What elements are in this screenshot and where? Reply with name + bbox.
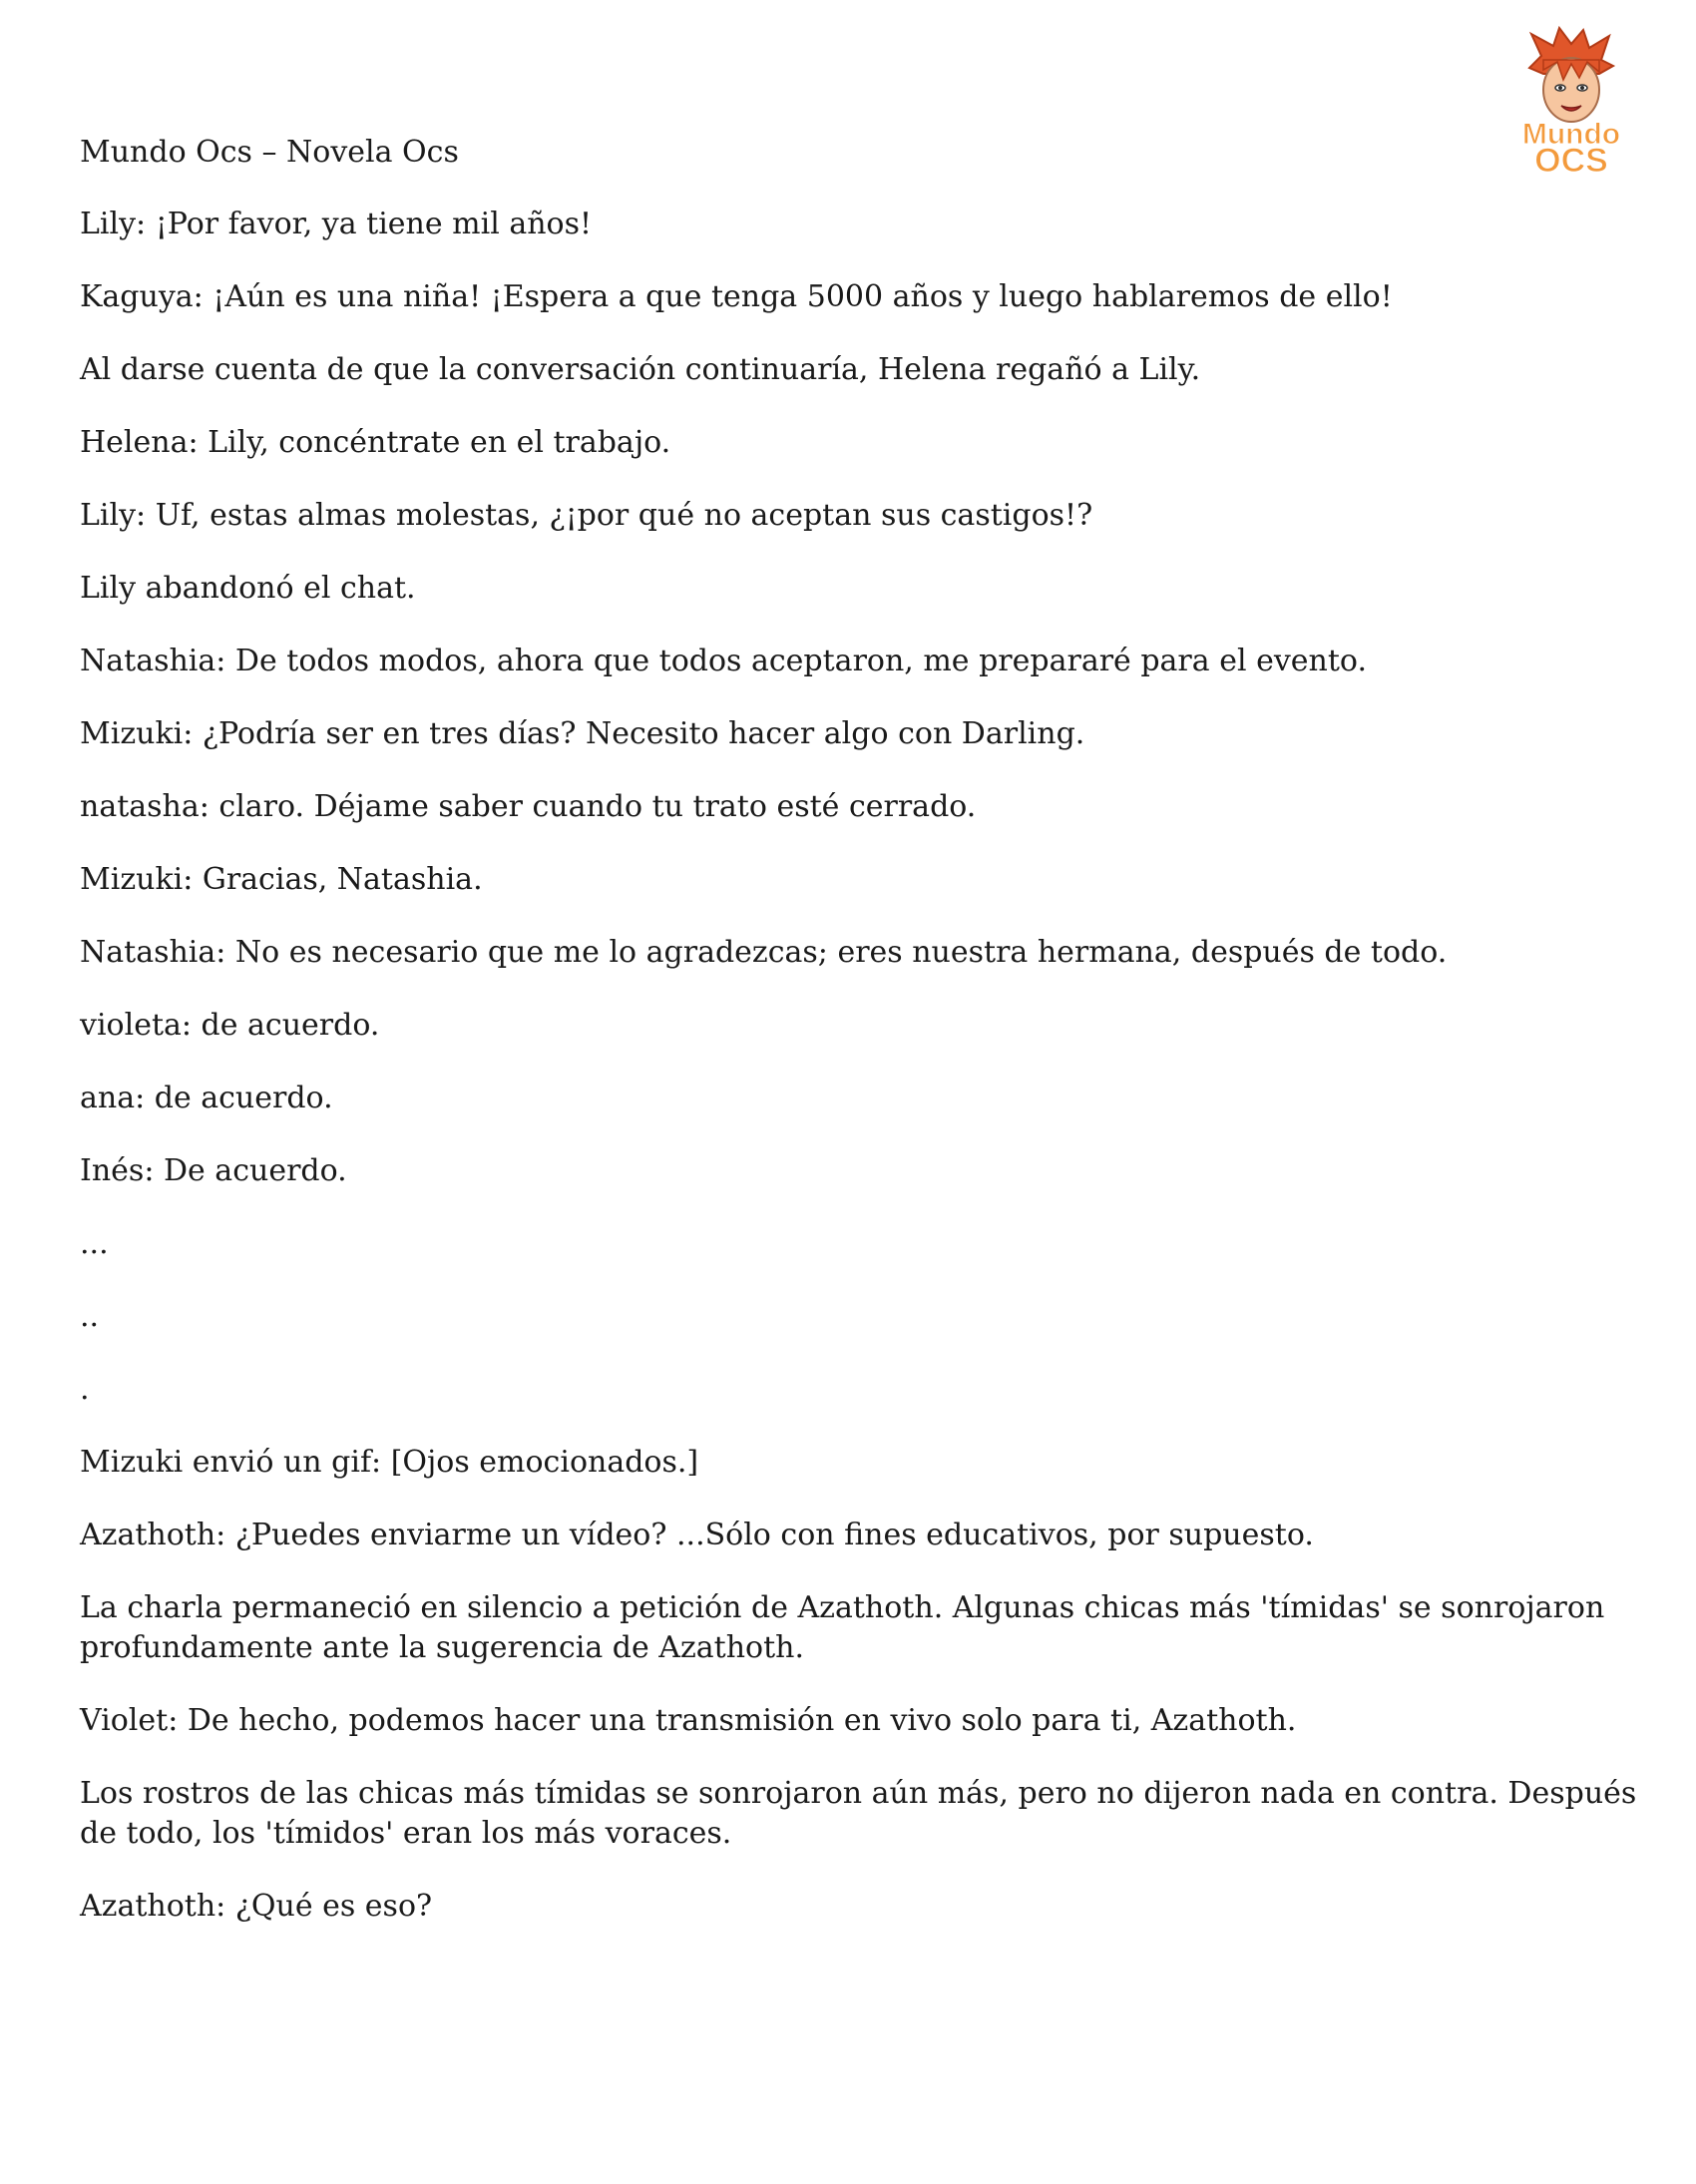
- paragraph: Kaguya: ¡Aún es una niña! ¡Espera a que tenga 5000 años y luego hablaremos de ello!: [80, 279, 1393, 314]
- paragraph: La charla permaneció en silencio a petición de Azathoth. Algunas chicas más 'tímidas' se sonrojaron profundamente ante la sugerencia de Azathoth.: [80, 1590, 1605, 1665]
- paragraph: Mizuki: Gracias, Natashia.: [80, 862, 483, 897]
- mundo-ocs-logo-graphic: [1501, 26, 1641, 176]
- document-header: Mundo Ocs – Novela Ocs: [80, 135, 459, 170]
- paragraph: Azathoth: ¿Qué es eso?: [80, 1889, 433, 1924]
- paragraph: Natashia: De todos modos, ahora que todos aceptaron, me prepararé para el evento.: [80, 644, 1367, 678]
- logo-text-ocs: OCS: [1534, 142, 1608, 176]
- paragraph: Violet: De hecho, podemos hacer una transmisión en vivo solo para ti, Azathoth.: [80, 1703, 1297, 1738]
- paragraph: ...: [80, 1226, 109, 1261]
- paragraph: ..: [80, 1299, 100, 1334]
- paragraph: Al darse cuenta de que la conversación continuaría, Helena regañó a Lily.: [80, 352, 1201, 387]
- mundo-ocs-logo: [1501, 26, 1641, 176]
- paragraph: Lily abandonó el chat.: [80, 571, 416, 606]
- paragraph: Lily: ¡Por favor, ya tiene mil años!: [80, 207, 593, 241]
- paragraph: violeta: de acuerdo.: [80, 1008, 380, 1043]
- paragraph: Los rostros de las chicas más tímidas se sonrojaron aún más, pero no dijeron nada en contra. Después de todo, los 'tímidos' eran los más voraces.: [80, 1776, 1637, 1851]
- paragraph: Lily: Uf, estas almas molestas, ¿¡por qué no aceptan sus castigos!?: [80, 498, 1093, 533]
- document-body: [80, 205, 1646, 1960]
- paragraph: natasha: claro. Déjame saber cuando tu trato esté cerrado.: [80, 789, 977, 824]
- paragraph: Inés: De acuerdo.: [80, 1153, 347, 1188]
- paragraph: Helena: Lily, concéntrate en el trabajo.: [80, 425, 671, 460]
- logo-text-mundo: Mundo: [1521, 118, 1621, 151]
- paragraph: Azathoth: ¿Puedes enviarme un vídeo? ...Sólo con fines educativos, por supuesto.: [80, 1518, 1314, 1552]
- paragraph: ana: de acuerdo.: [80, 1081, 333, 1115]
- paragraph: Mizuki: ¿Podría ser en tres días? Necesito hacer algo con Darling.: [80, 716, 1085, 751]
- paragraph: Natashia: No es necesario que me lo agradezcas; eres nuestra hermana, después de todo.: [80, 935, 1448, 970]
- paragraph: Mizuki envió un gif: [Ojos emocionados.]: [80, 1445, 699, 1480]
- paragraph: .: [80, 1372, 90, 1407]
